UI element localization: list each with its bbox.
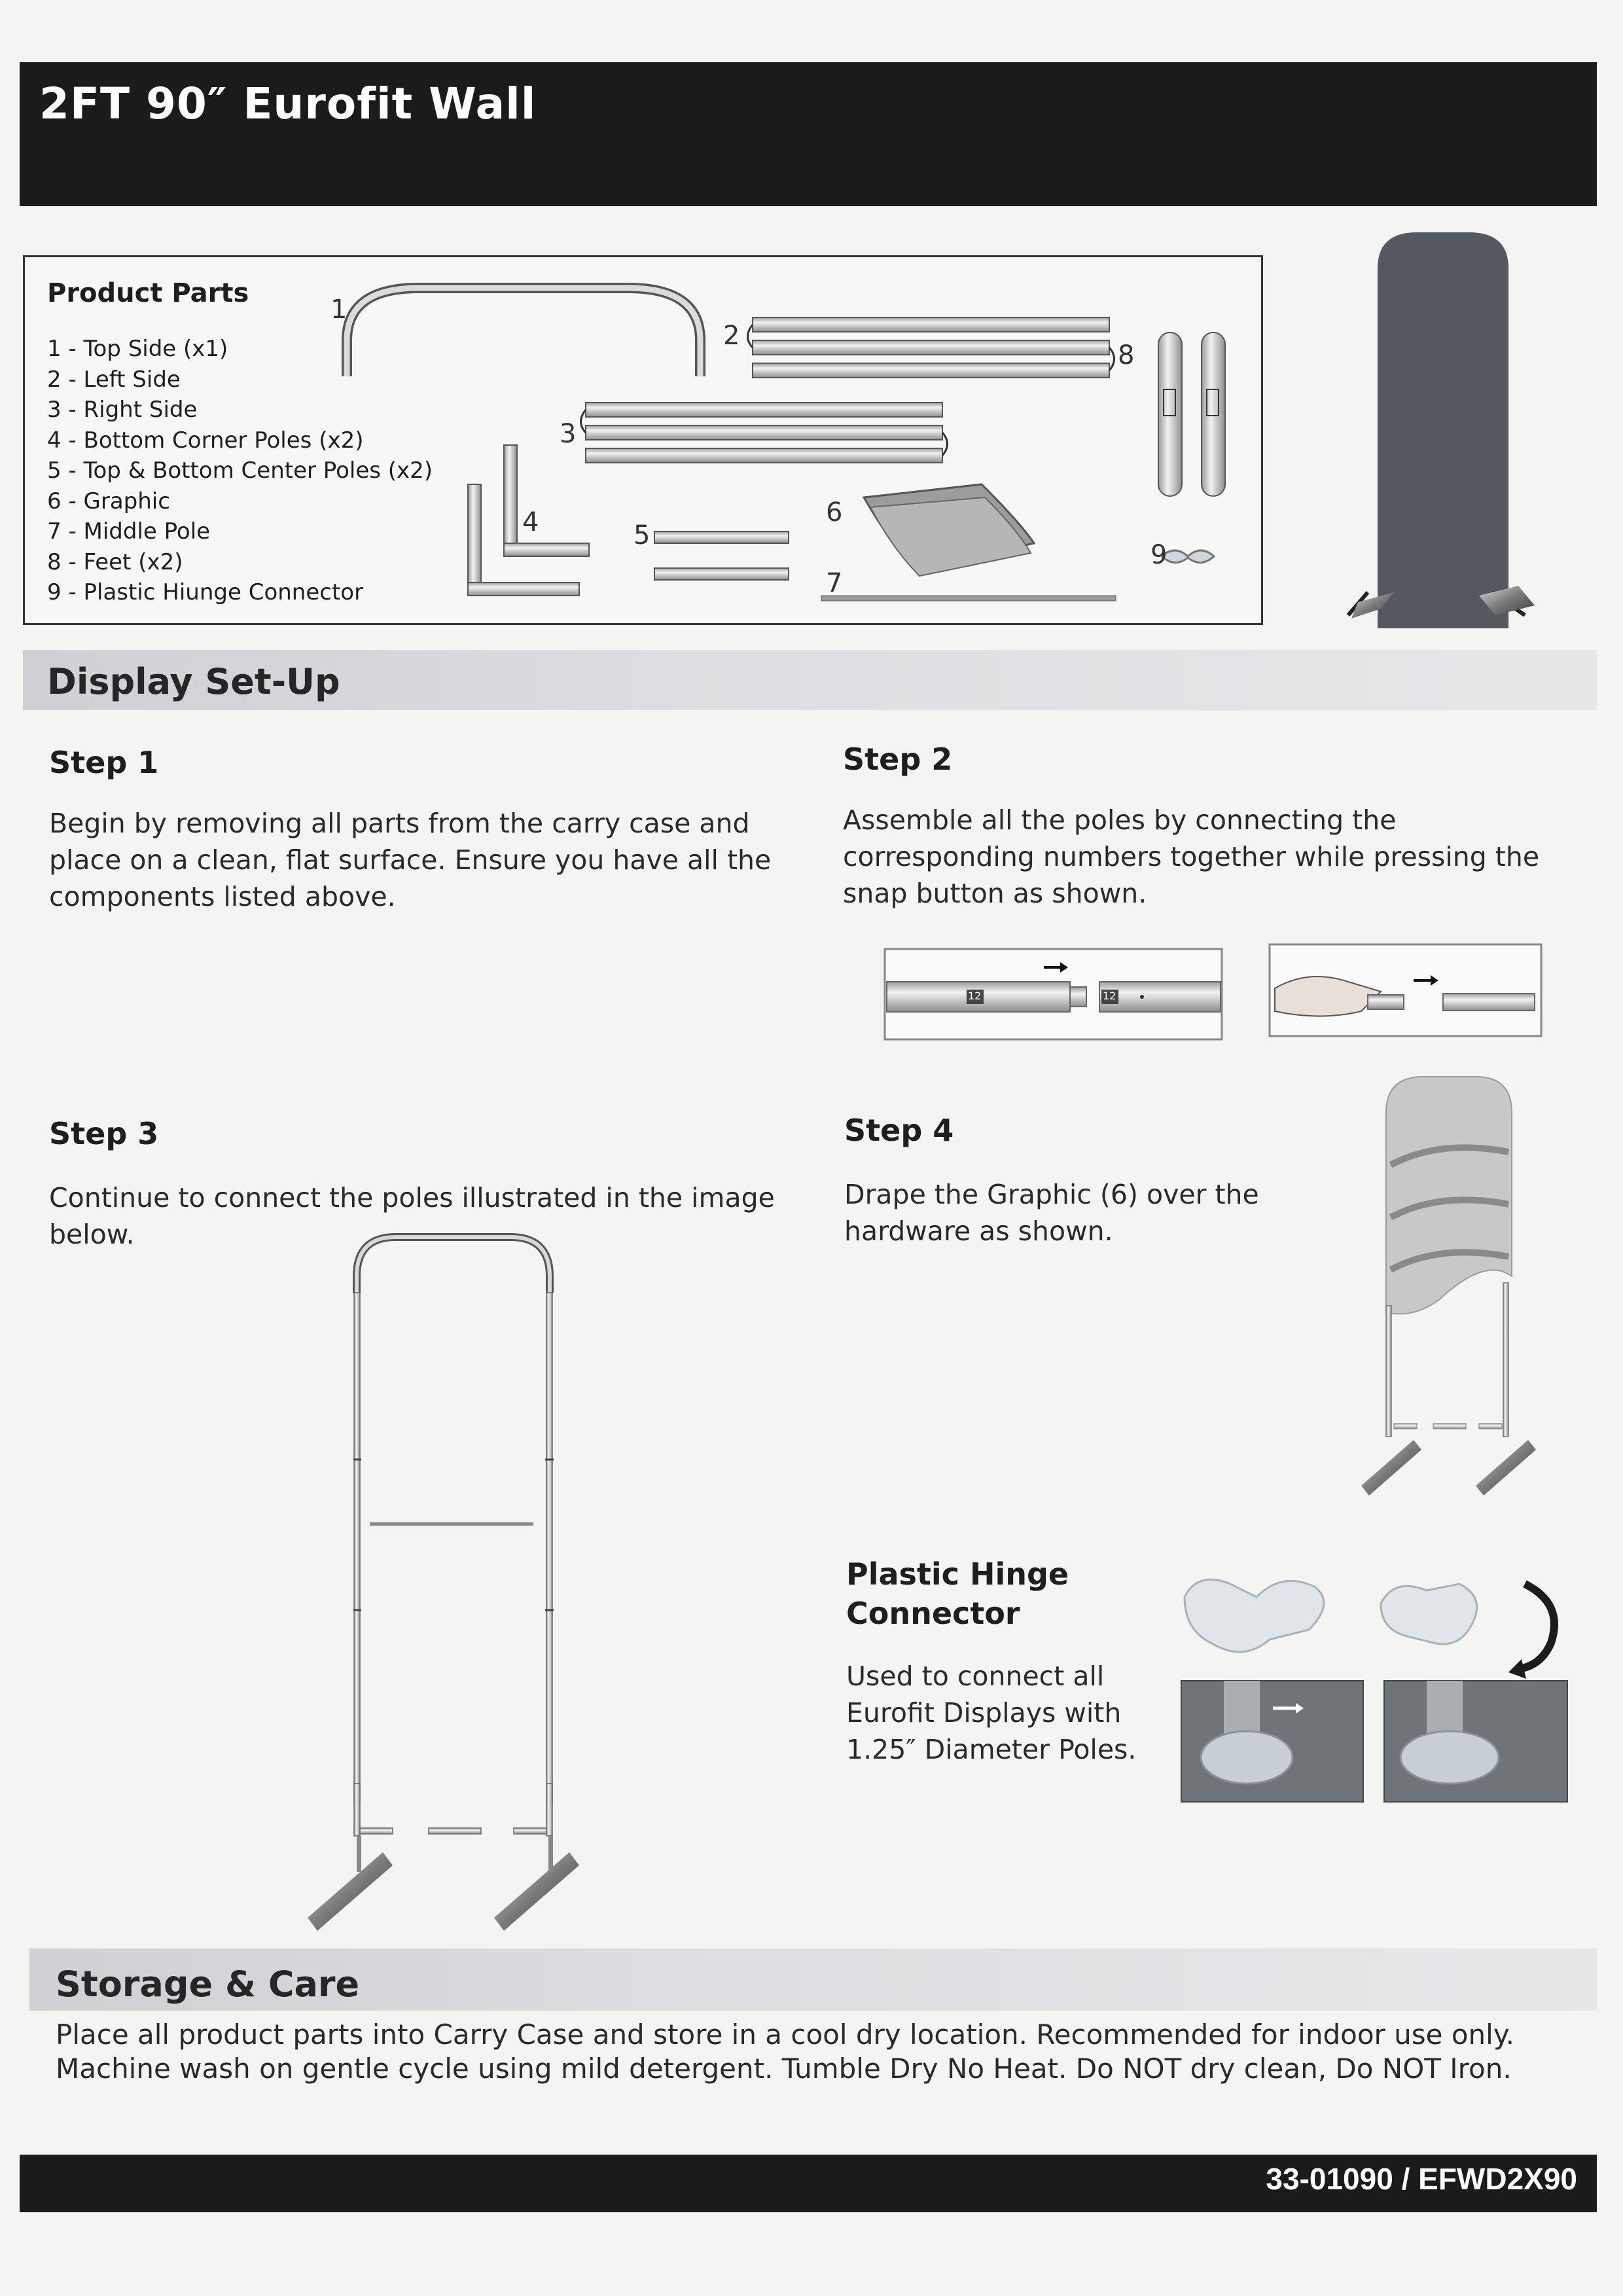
step-3-text: Continue to connect the poles illustrated in the image below. [49,1182,775,1250]
hinge-title-line-1: Plastic Hinge [846,1556,1069,1592]
document-code: 33-01090 / EFWD2X90 [1266,2162,1577,2196]
part-number: 4 [522,507,539,537]
storage-care-heading: Storage & Care [56,1964,360,2005]
part-number: 6 [826,497,843,528]
storage-care-line-2: Machine wash on gentle cycle using mild detergent. Tumble Dry No Heat. Do NOT dry clean, Do NOT Iron. [56,2053,1512,2085]
part-item: 6 - Graphic [47,488,170,514]
hinge-title-line-2: Connector [846,1596,1020,1631]
part-item: 7 - Middle Pole [47,518,211,545]
part-number: 3 [560,419,577,449]
step-4-title: Step 4 [844,1113,954,1148]
step-2-text: Assemble all the poles by connecting the corresponding numbers together while pressing the snap button as shown. [843,804,1540,909]
step-1-title: Step 1 [49,745,159,780]
part-item: 5 - Top & Bottom Center Poles (x2) [47,457,433,484]
part-number: 5 [633,520,651,550]
part-item: 9 - Plastic Hiunge Connector [47,579,364,605]
storage-care-text [56,2018,1514,2086]
part-number: 2 [723,321,740,351]
part-item: 8 - Feet (x2) [47,548,183,575]
display-setup-heading: Display Set-Up [47,661,340,702]
step-3-title: Step 3 [49,1116,159,1151]
page-title: 2FT 90″ Eurofit Wall [39,79,537,129]
step-2-title: Step 2 [843,742,953,777]
storage-care-line-1: Place all product parts into Carry Case and store in a cool dry location. Recommended for indoor use only. [56,2018,1515,2051]
part-number: 1 [330,295,348,325]
part-number: 8 [1118,340,1135,370]
part-number-label: 12 [968,990,982,1002]
part-item: 3 - Right Side [47,397,198,423]
part-number: 9 [1150,540,1168,570]
part-item: 2 - Left Side [47,366,181,393]
part-number: 7 [826,568,843,598]
part-item: 4 - Bottom Corner Poles (x2) [47,427,364,454]
hinge-text: Used to connect all Eurofit Displays with 1.25″ Diameter Poles. [846,1660,1137,1765]
part-item: 1 - Top Side (x1) [47,336,228,362]
step-4-text: Drape the Graphic (6) over the hardware as shown. [844,1179,1259,1247]
step-1-text: Begin by removing all parts from the carry case and place on a clean, flat surface. Ensure you have all the components listed above. [49,808,772,912]
product-parts-heading: Product Parts [47,278,249,308]
part-number-label: 12 [1103,990,1116,1002]
